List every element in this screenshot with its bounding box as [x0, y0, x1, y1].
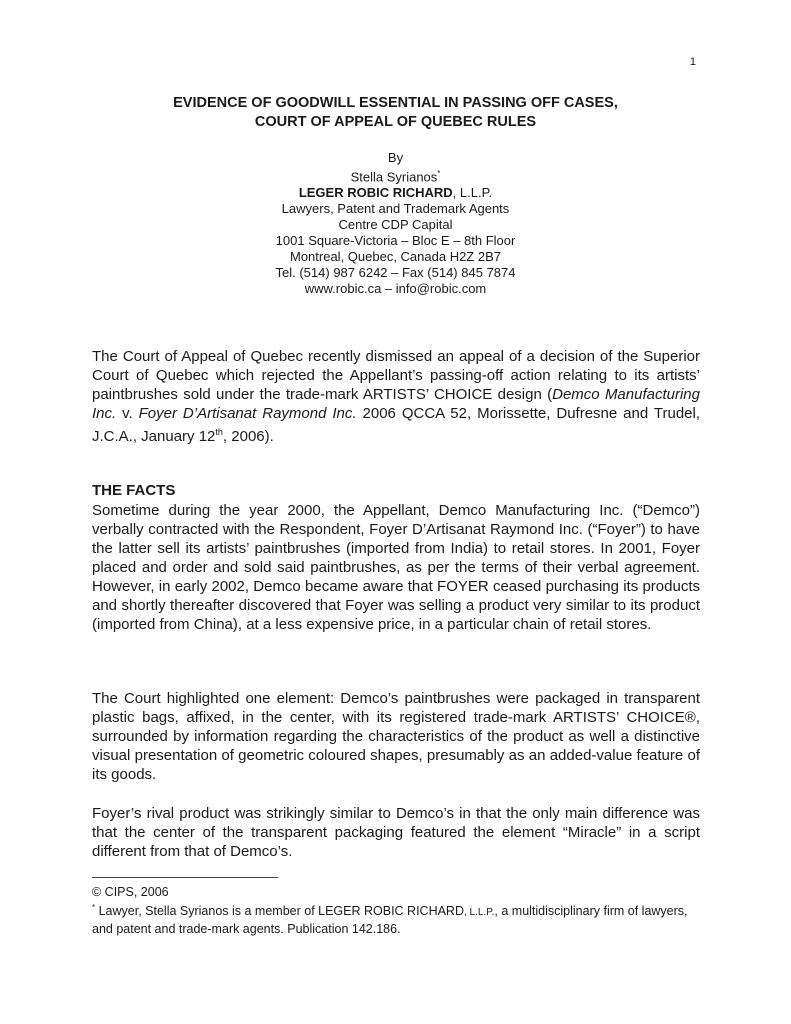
phone-line: Tel. (514) 987 6242 – Fax (514) 845 7874: [275, 265, 516, 281]
author-block: [0, 150, 791, 297]
web-line: www.robic.ca – info@robic.com: [304, 281, 487, 297]
intro-paragraph: [92, 347, 700, 446]
title-line-2: COURT OF APPEAL OF QUEBEC RULES: [254, 114, 537, 130]
copyright-line: © CIPS, 2006: [92, 885, 169, 899]
firm-line: [0, 185, 791, 201]
firm-suffix: , L.L.P.: [452, 185, 493, 201]
agents-line: Lawyers, Patent and Trademark Agents: [281, 201, 510, 217]
city-line: Montreal, Quebec, Canada H2Z 2B7: [289, 249, 501, 265]
footnotes: [92, 884, 702, 937]
facts-paragraph-3: Foyer’s rival product was strikingly similar to Demco’s in that the only main difference was that the center of the transparent packaging featured the element “Miracle” in a script different from that of Demco’s.: [92, 805, 700, 860]
author-footnote: [92, 900, 702, 937]
facts-paragraph-1: Sometime during the year 2000, the Appellant, Demco Manufacturing Inc. (“Demco”) verbally contracted with the Respondent, Foyer D’Artisanat Raymond Inc. (“Foyer”) to have the latter sell its artists’ paintbrushes (imported from India) to retail stores. In 2001, Foyer placed and order and sold said paintbrushes, as per the terms of their verbal agreement. However, in early 2002, Demco became aware that FOYER ceased purchasing its products and shortly thereafter discovered that Foyer was selling a product very similar to its product (imported from China), at a less expensive price, in a particular chain of retail stores.: [92, 502, 700, 633]
author-name: Stella Syrianos: [350, 169, 438, 185]
footnote-text-1: Lawyer, Stella Syrianos is a member of LEGER ROBIC RICHARD: [95, 904, 464, 919]
author-name-line: [0, 166, 791, 185]
firm-name: LEGER ROBIC RICHARD: [298, 185, 453, 201]
address-line: 1001 Square-Victoria – Bloc E – 8th Floor: [275, 233, 516, 249]
footnote-divider: [92, 877, 278, 878]
facts-paragraph-2: The Court highlighted one element: Demco’s paintbrushes were packaged in transparent plastic bags, affixed, in the center, with its registered trade-mark ARTISTS’ CHOICE®, surrounded by information regarding the characteristics of the product as well a distinctive visual presentation of geometric coloured shapes, presumably as an added-value feature of its goods.: [92, 690, 700, 783]
by-label: By: [387, 150, 404, 165]
intro-text-2: 2006 QCCA 52, Morissette, Dufresne and Trudel, J.C.A., January 12: [92, 405, 701, 445]
footnote-llp: , L.L.P.: [464, 907, 495, 919]
title-line-1: EVIDENCE OF GOODWILL ESSENTIAL IN PASSING OFF CASES,: [173, 95, 618, 111]
page-number: 1: [689, 56, 696, 68]
case-name-respondent: Foyer D’Artisanat Raymond Inc.: [138, 405, 357, 422]
author-footnote-mark: *: [437, 169, 441, 178]
intro-text-3: , 2006).: [222, 428, 274, 445]
case-name-appellant: Demco Manufacturing Inc.: [92, 386, 700, 422]
versus: v.: [116, 405, 139, 422]
footnote-text-2: , a multidisciplinary firm of lawyers, and patent and trade-mark agents. Publication 142.186.: [92, 904, 688, 937]
intro-text-1: The Court of Appeal of Quebec recently dismissed an appeal of a decision of the Superior Court of Quebec which rejected the Appellant’s passing-off action relating to its artists’ paintbrushes sold under the trade-mark ARTISTS’ CHOICE design (: [92, 348, 700, 403]
document-title: [0, 94, 791, 132]
footnote-mark: *: [92, 903, 96, 912]
section-heading-facts: THE FACTS: [92, 482, 176, 499]
date-ordinal: th: [215, 427, 223, 437]
centre-line: Centre CDP Capital: [338, 217, 453, 233]
